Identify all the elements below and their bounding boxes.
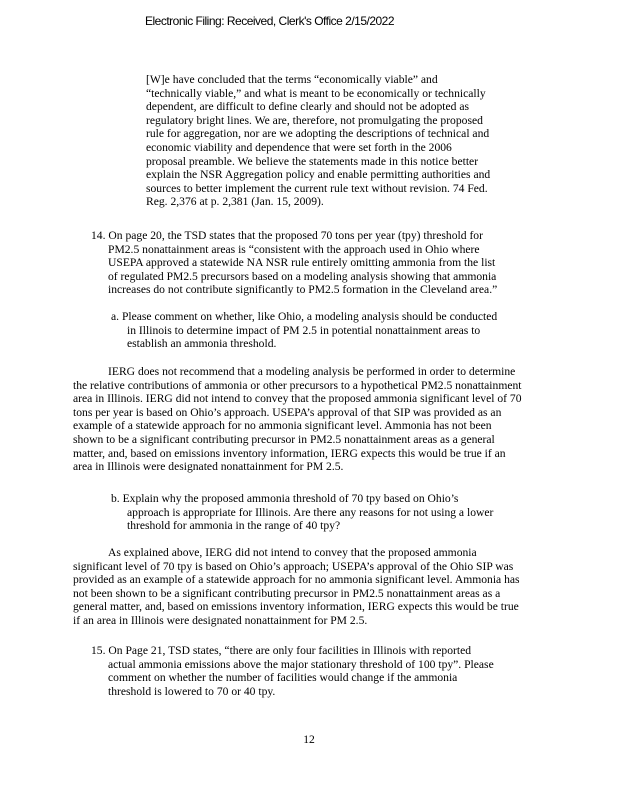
text-line: sources to better implement the current rule text without revision. 74 Fed.	[146, 181, 488, 195]
text-line: not been shown to be a significant contributing precursor in PM2.5 nonattainment areas as a	[73, 586, 501, 600]
answer-14b	[73, 546, 520, 628]
question-15	[91, 644, 494, 698]
text-line: provided as an example of a statewide approach for no ammonia significant level. Ammonia has	[73, 573, 520, 587]
text-line: the relative contributions of ammonia or other precursors to a hypothetical PM2.5 nonattainment	[73, 378, 522, 392]
text-line: increases do not contribute significantly to PM2.5 formation in the Cleveland area.”	[108, 283, 498, 297]
text-line: As explained above, IERG did not intend to convey that the proposed ammonia	[108, 546, 477, 559]
text-line: if an area in Illinois were designated nonattainment for PM 2.5.	[73, 613, 368, 627]
text-line: matter, and, based on emissions inventory information, IERG expects this would be true if an	[73, 446, 506, 460]
text-line: area in Illinois were designated nonattainment for PM 2.5.	[73, 460, 344, 474]
text-line: 14. On page 20, the TSD states that the proposed 70 tons per year (tpy) threshold for	[91, 229, 483, 242]
text-line: 15. On Page 21, TSD states, “there are only four facilities in Illinois with reported	[91, 644, 472, 657]
text-line: b. Explain why the proposed ammonia threshold of 70 tpy based on Ohio’s	[111, 492, 459, 505]
block-quote	[146, 73, 490, 209]
text-line: comment on whether the number of facilities would change if the ammonia	[108, 671, 458, 685]
text-line: threshold for ammonia in the range of 40 tpy?	[127, 519, 341, 533]
text-line: PM2.5 nonattainment areas is “consistent with the approach used in Ohio where	[108, 242, 480, 256]
text-line: threshold is lowered to 70 or 40 tpy.	[108, 684, 276, 698]
text-line: explain the NSR Aggregation policy and enable permitting authorities and	[146, 168, 491, 182]
text-line: example of a statewide approach for no ammonia significant level. Ammonia has not been	[73, 419, 492, 433]
question-14a	[111, 310, 497, 351]
text-line: actual ammonia emissions above the major stationary threshold of 100 tpy”. Please	[108, 657, 494, 671]
text-line: significant level of 70 tpy is based on Ohio’s approach; USEPA’s approval of the Ohio SIP was	[73, 559, 514, 573]
text-line: proposal preamble. We believe the statements made in this notice better	[146, 154, 479, 168]
text-line: [W]e have concluded that the terms “economically viable” and	[146, 73, 438, 86]
text-line: shown to be a significant contributing precursor in PM2.5 nonattainment areas as a general	[73, 432, 495, 446]
text-line: approach is appropriate for Illinois. Are there any reasons for not using a lower	[127, 505, 494, 519]
text-line: in Illinois to determine impact of PM 2.5 in potential nonattainment areas to	[127, 323, 481, 337]
text-line: regulatory bright lines. We are, therefore, not promulgating the proposed	[146, 113, 483, 127]
question-14	[91, 229, 497, 297]
page-number: 12	[303, 733, 315, 746]
text-line: dependent, are difficult to define clearly and should not be adopted as	[146, 100, 470, 114]
text-line: “technically viable,” and what is meant to be economically or technically	[146, 86, 486, 100]
text-line: Reg. 2,376 at p. 2,381 (Jan. 15, 2009).	[146, 195, 324, 209]
text-line: economic viability and dependence that were set forth in the 2006	[146, 140, 452, 154]
text-line: general matter, and, based on emissions inventory information, IERG expects this would be true	[73, 600, 519, 614]
text-line: USEPA approved a statewide NA NSR rule entirely omitting ammonia from the list	[108, 256, 496, 270]
text-line: IERG does not recommend that a modeling analysis be performed in order to determine	[108, 365, 516, 378]
text-line: rule for aggregation, nor are we adopting the descriptions of technical and	[146, 127, 490, 141]
filing-header: Electronic Filing: Received, Clerk's Office 2/15/2022	[145, 14, 395, 28]
question-14b	[111, 492, 493, 533]
text-line: area in Illinois. IERG did not intend to convey that the proposed ammonia significant level of 70	[73, 392, 522, 406]
text-line: of regulated PM2.5 precursors based on a modeling analysis showing that ammonia	[108, 269, 497, 283]
text-line: establish an ammonia threshold.	[127, 337, 277, 351]
text-line: a. Please comment on whether, like Ohio, a modeling analysis should be conducted	[111, 310, 498, 323]
text-line: tons per year is based on Ohio’s approach. USEPA’s approval of that SIP was provided as an	[73, 405, 502, 419]
answer-14a	[73, 365, 522, 474]
